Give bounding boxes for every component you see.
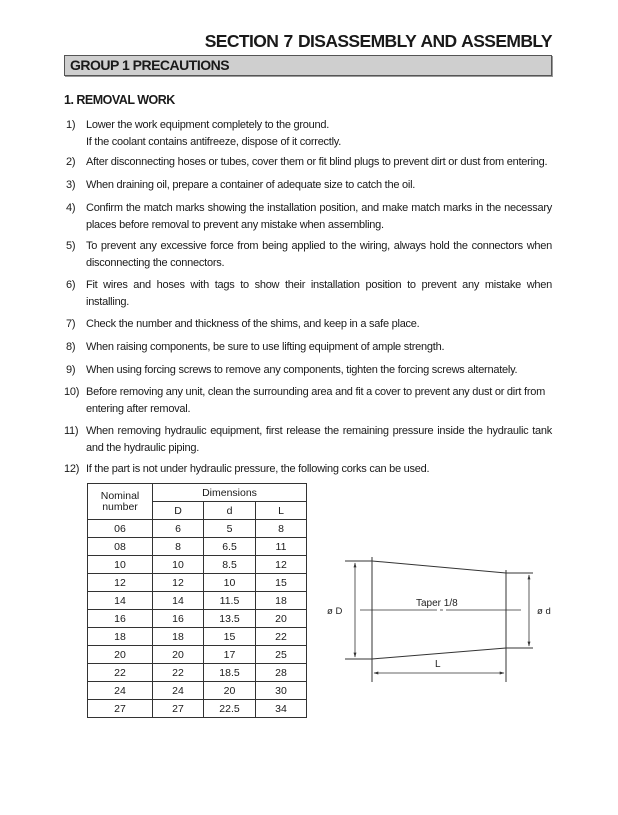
cell: 5	[204, 520, 256, 538]
item-text: Check the number and thickness of the shims, and keep in a safe place.	[86, 318, 420, 330]
cell: 20	[204, 682, 256, 700]
header-nominal-number: Nominal number	[88, 484, 153, 520]
list-item	[66, 117, 552, 150]
table-row	[88, 610, 307, 628]
table-row	[88, 520, 307, 538]
item-text: Before removing any unit, clean the surrounding area and fit a cover to prevent any dust or dirt from entering after removal.	[86, 386, 546, 415]
cell: 12	[153, 574, 204, 592]
list-item	[66, 339, 552, 356]
cork-taper-diagram	[320, 545, 560, 690]
cell: 15	[204, 628, 256, 646]
cell: 16	[88, 610, 153, 628]
cell: 27	[88, 700, 153, 718]
cell: 12	[88, 574, 153, 592]
item-text: To prevent any excessive force from being applied to the wiring, always hold the connectors when disconnecting the connectors.	[86, 240, 552, 269]
table-row	[88, 664, 307, 682]
small-diameter-label: ø d	[537, 606, 551, 617]
cell: 22	[88, 664, 153, 682]
cell: 8.5	[204, 556, 256, 574]
cell: 20	[88, 646, 153, 664]
cell: 27	[153, 700, 204, 718]
cell: 6.5	[204, 538, 256, 556]
cell: 08	[88, 538, 153, 556]
big-diameter-label: ø D	[327, 606, 343, 617]
cell: 11	[256, 538, 307, 556]
cell: 25	[256, 646, 307, 664]
cell: 22.5	[204, 700, 256, 718]
header-D: D	[153, 502, 204, 520]
cell: 18	[153, 628, 204, 646]
table-row	[88, 556, 307, 574]
item-text: Fit wires and hoses with tags to show their installation position to prevent any mistake when installing.	[86, 279, 552, 308]
cell: 14	[153, 592, 204, 610]
item-text: If the part is not under hydraulic pressure, the following corks can be used.	[86, 463, 430, 475]
cell: 17	[204, 646, 256, 664]
cell: 10	[204, 574, 256, 592]
table-row	[88, 538, 307, 556]
table-header-row	[88, 484, 307, 502]
table-row	[88, 682, 307, 700]
item-number: 11)	[64, 425, 79, 437]
cell: 12	[256, 556, 307, 574]
table-row	[88, 700, 307, 718]
table-row	[88, 574, 307, 592]
group-title: GROUP 1 PRECAUTIONS	[70, 57, 230, 73]
list-item	[66, 154, 552, 171]
cell: 16	[153, 610, 204, 628]
length-label: L	[435, 659, 441, 670]
cell: 14	[88, 592, 153, 610]
table-row	[88, 592, 307, 610]
cell: 18	[88, 628, 153, 646]
item-number: 10)	[64, 386, 80, 398]
list-item	[66, 177, 552, 194]
list-item	[66, 238, 552, 271]
section-title: SECTION 7 DISASSEMBLY AND ASSEMBLY	[204, 31, 552, 51]
item-number: 1)	[66, 119, 76, 131]
item-number: 7)	[66, 318, 76, 330]
list-item	[66, 384, 552, 417]
cell: 24	[88, 682, 153, 700]
cell: 8	[153, 538, 204, 556]
cell: 22	[153, 664, 204, 682]
list-item	[66, 277, 552, 310]
cell: 20	[256, 610, 307, 628]
cell: 24	[153, 682, 204, 700]
header-L: L	[256, 502, 307, 520]
cell: 30	[256, 682, 307, 700]
item-number: 3)	[66, 179, 76, 191]
cell: 10	[88, 556, 153, 574]
cell: 06	[88, 520, 153, 538]
list-item	[66, 200, 552, 233]
item-text: When using forcing screws to remove any components, tighten the forcing screws alternately.	[86, 364, 518, 376]
header-d: d	[204, 502, 256, 520]
item-text: When draining oil, prepare a container of adequate size to catch the oil.	[86, 179, 416, 191]
cell: 28	[256, 664, 307, 682]
item-text: When removing hydraulic equipment, first release the remaining pressure inside the hydraulic tank and the hydraulic piping.	[86, 425, 552, 454]
list-item	[66, 362, 552, 379]
cell: 20	[153, 646, 204, 664]
cork-dimensions-table	[87, 483, 307, 718]
table-row	[88, 628, 307, 646]
cell: 8	[256, 520, 307, 538]
item-number: 2)	[66, 156, 76, 168]
item-text-2: If the coolant contains antifreeze, dispose of it correctly.	[86, 135, 342, 148]
item-number: 5)	[66, 240, 76, 252]
item-text: After disconnecting hoses or tubes, cover them or fit blind plugs to prevent dirt or dust from entering.	[86, 156, 548, 168]
cell: 34	[256, 700, 307, 718]
taper-label: Taper 1/8	[416, 598, 458, 609]
list-item	[66, 461, 552, 478]
cell: 10	[153, 556, 204, 574]
cell: 22	[256, 628, 307, 646]
item-number: 6)	[66, 279, 76, 291]
group-title-bar	[64, 55, 552, 76]
cell: 15	[256, 574, 307, 592]
cell: 18.5	[204, 664, 256, 682]
table-row	[88, 646, 307, 664]
item-number: 12)	[64, 463, 80, 475]
item-number: 8)	[66, 341, 76, 353]
list-item	[66, 316, 552, 333]
list-item	[66, 423, 552, 456]
cell: 13.5	[204, 610, 256, 628]
item-text: Confirm the match marks showing the installation position, and make match marks in the necessary places before removal to prevent any mistake when assembling.	[86, 202, 552, 231]
item-number: 4)	[66, 202, 76, 214]
cell: 11.5	[204, 592, 256, 610]
removal-work-heading: 1. REMOVAL WORK	[64, 93, 175, 107]
item-text: Lower the work equipment completely to the ground.	[86, 119, 330, 131]
item-number: 9)	[66, 364, 76, 376]
item-text: When raising components, be sure to use lifting equipment of ample strength.	[86, 341, 445, 353]
header-dimensions: Dimensions	[153, 484, 307, 502]
cell: 6	[153, 520, 204, 538]
cell: 18	[256, 592, 307, 610]
